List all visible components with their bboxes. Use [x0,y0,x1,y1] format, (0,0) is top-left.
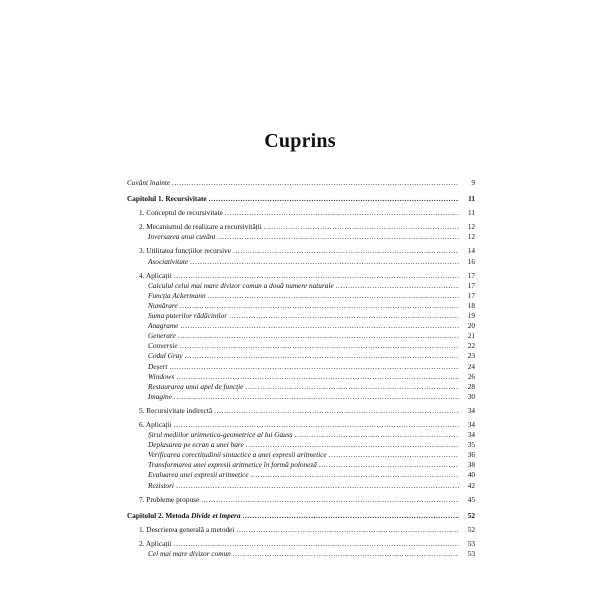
toc-subsection[interactable] [127,549,475,559]
toc-section[interactable] [127,406,475,416]
toc-subsection[interactable] [127,281,475,291]
leader-dots [173,271,459,281]
toc-entry-label: Inversarea unui cuvânt [148,232,216,242]
toc-chapter-label: Capitolul 2. Metoda Divide et impera [127,510,241,520]
toc-entry-label: Numărare [148,300,178,310]
leader-dots [178,331,459,341]
toc-entry-label: Cel mai mare divizor comun [148,549,231,558]
toc-subsection[interactable] [127,232,475,242]
toc-entry-label: Imagine [148,391,172,401]
toc-subsection[interactable] [127,481,475,491]
toc-entry-label: 3. Utilitatea funcțiilor recursive [139,246,231,256]
toc-entry-label: Codul Gray [148,351,183,361]
toc-entry-label: Anagrame [148,321,179,331]
toc-subsection[interactable] [127,291,475,301]
toc-page-number: 53 [467,549,475,558]
toc-entry-label: Verificarea corectitudinii sintactice a unei expresii aritmetice [148,450,327,460]
toc-page-number: 28 [467,381,475,391]
toc-subsection[interactable] [127,257,475,267]
leader-dots [336,281,459,291]
toc-page-number: 30 [467,391,475,401]
toc-entry-label: 2. Aplicații [139,538,172,548]
leader-dots [229,311,459,321]
toc-page-number: 52 [467,524,475,534]
toc-entry-label: Generare [148,331,176,341]
toc-page-number: 16 [467,256,475,266]
leader-dots [295,430,459,440]
leader-dots [264,222,459,232]
toc-subsection[interactable] [127,321,475,331]
toc-page-number: 26 [467,371,475,381]
page-title: Cuprins [264,130,336,152]
leader-dots [217,232,459,242]
toc-section[interactable] [127,420,475,430]
toc-subsection[interactable] [127,362,475,372]
toc-page-number: 34 [467,405,475,415]
toc-subsection[interactable] [127,470,475,480]
leader-dots [169,362,459,372]
toc-entry-label: Deșert [148,361,168,371]
toc-entry-preface[interactable] [127,178,475,188]
toc-entry-label: Evaluarea unei expresii aritmetice [148,470,249,480]
toc-entry-label: 4. Aplicații [139,270,172,280]
toc-entry-label: Deplasarea pe ecran a unei bare [148,440,244,450]
toc-section[interactable] [127,271,475,281]
toc-page-number: 22 [467,341,475,351]
toc-page-number: 9 [471,178,475,187]
toc-entry-label: Funcția Ackermann [148,290,206,300]
leader-dots [329,450,459,460]
toc-entry-label: 6. Aplicații [139,419,172,429]
toc-subsection[interactable] [127,372,475,382]
toc-entry-label: 5. Recursivitate indirectă [139,405,213,415]
toc-entry-label: 7. Probleme propuse [139,494,200,504]
leader-dots [185,351,459,361]
toc-section[interactable] [127,495,475,505]
toc-page-number: 17 [467,270,475,280]
leader-dots [172,178,459,188]
leader-dots [180,321,459,331]
toc-entry-label: Asociativitate [148,256,189,266]
toc-page-number: 11 [467,208,475,218]
leader-dots [233,246,459,256]
toc-subsection[interactable] [127,430,475,440]
leader-dots [173,420,459,430]
toc-section[interactable] [127,539,475,549]
leader-dots [233,549,459,559]
toc-page-number: 20 [467,321,475,331]
leader-dots [246,440,459,450]
leader-dots [245,382,459,392]
toc-page-number: 12 [467,222,475,232]
toc-entry-label: Suma puterilor rădăcinilor [148,311,228,321]
toc-entry-label: 2. Mecanismul de realizare a recursivității [139,222,262,232]
toc-page-number: 35 [467,440,475,450]
leader-dots [319,460,459,470]
leader-dots [209,194,459,204]
toc-section[interactable] [127,222,475,232]
toc-section[interactable] [127,208,475,218]
leader-dots [174,392,459,402]
toc-entry-label: Windows [148,371,175,381]
toc-chapter-2[interactable] [127,511,475,521]
leader-dots [201,495,459,505]
toc-subsection[interactable] [127,382,475,392]
leader-dots [208,291,459,301]
toc-entry-label: Conversie [148,341,178,351]
toc-entry-label: Cuvânt înainte [127,178,171,187]
leader-dots [173,539,459,549]
leader-dots [176,481,459,491]
toc-subsection[interactable] [127,301,475,311]
toc-page-number: 36 [467,450,475,460]
leader-dots [251,470,459,480]
toc-page-number: 45 [467,494,475,504]
toc-subsection[interactable] [127,392,475,402]
toc-page-number: 40 [467,470,475,480]
toc-chapter-1[interactable] [127,194,475,204]
toc-page-number: 19 [467,311,475,321]
toc-page-number: 38 [467,460,475,470]
toc-entry-label: 1. Conceptul de recursivitate [139,208,223,218]
toc-page-number: 18 [467,300,475,310]
toc-page-number: 12 [467,232,475,242]
toc-entry-label: Transformarea unei expresii aritmetice în formă poloneză [148,460,317,470]
toc-page-number: 14 [467,246,475,256]
toc-page-number: 52 [467,510,475,520]
toc-subsection[interactable] [127,351,475,361]
leader-dots [243,511,459,521]
toc-page-number: 21 [467,331,475,341]
toc-subsection[interactable] [127,311,475,321]
toc-section[interactable] [127,246,475,256]
toc-page-number: 42 [467,480,475,490]
toc-subsection[interactable] [127,331,475,341]
leader-dots [180,341,459,351]
toc-page-number: 53 [467,538,475,548]
toc-section[interactable] [127,525,475,535]
leader-dots [176,372,459,382]
leader-dots [190,257,459,267]
table-of-contents [127,178,475,559]
leader-dots [180,301,459,311]
toc-page-number: 23 [467,351,475,361]
toc-entry-label: Calculul celui mai mare divizor comun a două numere naturale [148,280,334,290]
toc-subsection[interactable] [127,460,475,470]
toc-entry-label: Restaurarea unui apel de funcție [148,381,244,391]
leader-dots [225,208,459,218]
toc-page-number: 34 [467,430,475,440]
leader-dots [214,406,459,416]
toc-page-number: 17 [467,290,475,300]
toc-page-number: 11 [468,194,475,204]
toc-page-number: 24 [467,361,475,371]
toc-entry-label: 1. Descrierea generală a metodei [139,524,235,534]
leader-dots [236,525,459,535]
toc-entry-label: Rezistori [148,480,174,490]
toc-page-number: 34 [467,419,475,429]
toc-subsection[interactable] [127,450,475,460]
toc-subsection[interactable] [127,341,475,351]
toc-page-number: 17 [467,280,475,290]
toc-subsection[interactable] [127,440,475,450]
toc-entry-label: Șirul mediilor aritmetico-geometrice al lui Gauss [148,430,293,440]
toc-chapter-label: Capitolul 1. Recursivitate [127,194,207,204]
